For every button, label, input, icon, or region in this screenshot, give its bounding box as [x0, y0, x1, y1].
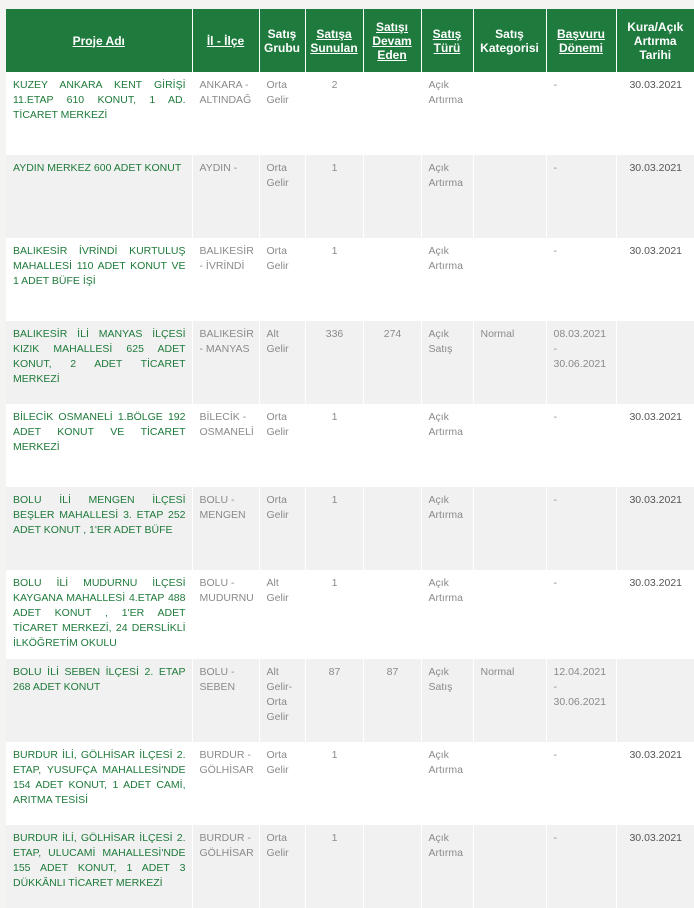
offered-count: 87	[328, 666, 341, 678]
sales-group: Alt Gelir-Orta Gelir	[266, 666, 293, 723]
auction-date: 30.03.2021	[629, 79, 683, 91]
sales-type: Açık Artırma	[428, 749, 463, 776]
sales-group: Orta Gelir	[266, 245, 289, 272]
sales-category-cell	[473, 659, 546, 742]
ongoing-count-cell	[363, 321, 421, 404]
offered-count: 1	[331, 411, 338, 423]
location-cell	[192, 404, 259, 487]
col-header-proje-adi[interactable]: Proje Adı	[6, 9, 192, 72]
sales-category: Normal	[480, 328, 515, 340]
location-cell	[192, 155, 259, 238]
application-period-cell	[546, 825, 616, 908]
location: BALIKESİR - MANYAS	[199, 328, 254, 355]
sales-type-cell	[421, 742, 473, 825]
sales-type-cell	[421, 404, 473, 487]
sales-group-cell	[259, 487, 305, 570]
project-name[interactable]: BOLU İLİ MUDURNU İLÇESİ KAYGANA MAHALLESİ 4.ETAP 488 ADET KONUT , 1'ER ADET TİCARET MERKEZİ, 24 DERSLİKLİ İLKÖĞRETİM OKULU	[13, 577, 186, 649]
sales-group-cell	[259, 742, 305, 825]
offered-count-cell	[305, 238, 363, 321]
sales-group: Orta Gelir	[266, 832, 289, 859]
offered-count: 2	[331, 79, 338, 91]
location: BOLU - MENGEN	[199, 494, 246, 521]
auction-date: 30.03.2021	[629, 411, 683, 423]
application-period: -	[553, 162, 557, 174]
table-header-row	[6, 9, 694, 72]
offered-count-cell	[305, 659, 363, 742]
sales-category-cell	[473, 570, 546, 659]
project-name-cell[interactable]	[6, 487, 192, 570]
project-name-cell[interactable]	[6, 742, 192, 825]
project-name-cell[interactable]	[6, 825, 192, 908]
offered-count-cell	[305, 487, 363, 570]
ongoing-count-cell	[363, 742, 421, 825]
project-name-cell[interactable]	[6, 155, 192, 238]
col-header-satis-kategorisi: Satış Kategorisi	[473, 9, 546, 72]
sales-category-cell	[473, 155, 546, 238]
project-name[interactable]: BURDUR İLİ, GÖLHİSAR İLÇESİ 2. ETAP, YUSUFÇA MAHALLESİ'NDE 154 ADET KONUT, 1 ADET CAMİ, ARITMA TESİSİ	[13, 749, 186, 806]
project-name-cell[interactable]	[6, 238, 192, 321]
sales-type-cell	[421, 72, 473, 155]
sales-type-cell	[421, 825, 473, 908]
sales-group: Orta Gelir	[266, 494, 289, 521]
sales-type: Açık Artırma	[428, 162, 463, 189]
sales-category: Normal	[480, 666, 515, 678]
application-period: 12.04.2021 - 30.06.2021	[553, 666, 607, 708]
location: BOLU - SEBEN	[199, 666, 236, 693]
sales-category-cell	[473, 487, 546, 570]
table-row[interactable]	[6, 825, 694, 908]
auction-date-cell	[616, 487, 694, 570]
location-cell	[192, 487, 259, 570]
sales-type-cell	[421, 570, 473, 659]
auction-date-cell	[616, 404, 694, 487]
col-header-satis-grubu: Satış Grubu	[259, 9, 305, 72]
offered-count: 336	[325, 328, 344, 340]
location: BOLU - MUDURNU	[199, 577, 254, 604]
ongoing-count-cell	[363, 570, 421, 659]
offered-count: 1	[331, 162, 338, 174]
project-name-cell[interactable]	[6, 659, 192, 742]
sales-category-cell	[473, 238, 546, 321]
offered-count: 1	[331, 245, 338, 257]
location: BİLECİK - OSMANELİ	[199, 411, 254, 438]
ongoing-count: 87	[386, 666, 399, 678]
sales-type: Açık Artırma	[428, 832, 463, 859]
sales-group: Alt Gelir	[266, 577, 289, 604]
project-table	[6, 9, 694, 908]
auction-date: 30.03.2021	[629, 577, 683, 589]
offered-count-cell	[305, 321, 363, 404]
auction-date-cell	[616, 659, 694, 742]
project-name-cell[interactable]	[6, 321, 192, 404]
table-row[interactable]	[6, 155, 694, 238]
project-name[interactable]: BALIKESİR İVRİNDİ KURTULUŞ MAHALLESİ 110 ADET KONUT VE 1 ADET BÜFE İŞİ	[13, 245, 186, 287]
sales-type-cell	[421, 321, 473, 404]
auction-date: 30.03.2021	[629, 832, 683, 844]
location: AYDIN -	[199, 162, 238, 174]
sales-type-cell	[421, 238, 473, 321]
sales-group-cell	[259, 570, 305, 659]
table-row[interactable]	[6, 570, 694, 659]
application-period-cell	[546, 742, 616, 825]
sales-group: Orta Gelir	[266, 162, 289, 189]
table-row[interactable]	[6, 404, 694, 487]
location-cell	[192, 72, 259, 155]
table-row[interactable]	[6, 72, 694, 155]
auction-date-cell	[616, 238, 694, 321]
col-header-kura-tarihi: Kura/Açık Artırma Tarihi	[616, 9, 694, 72]
auction-date: 30.03.2021	[629, 162, 683, 174]
sales-type-cell	[421, 487, 473, 570]
location: BURDUR - GÖLHİSAR	[199, 832, 254, 859]
offered-count: 1	[331, 494, 338, 506]
sales-type: Açık Artırma	[428, 494, 463, 521]
application-period: -	[553, 79, 557, 91]
location-cell	[192, 238, 259, 321]
sales-group-cell	[259, 155, 305, 238]
col-header-basvuru-donemi[interactable]: Başvuru Dönemi	[546, 9, 616, 72]
table-row[interactable]	[6, 659, 694, 742]
location: BURDUR - GÖLHİSAR	[199, 749, 254, 776]
application-period-cell	[546, 487, 616, 570]
application-period: -	[553, 577, 557, 589]
project-name[interactable]: BALIKESİR İLİ MANYAS İLÇESİ KIZIK MAHALLESİ 625 ADET KONUT, 2 ADET TİCARET MERKEZİ	[13, 328, 186, 385]
application-period: 08.03.2021 - 30.06.2021	[553, 328, 607, 370]
sales-category-cell	[473, 72, 546, 155]
auction-date: 30.03.2021	[629, 494, 683, 506]
sales-category-cell	[473, 742, 546, 825]
auction-date: 30.03.2021	[629, 749, 683, 761]
offered-count-cell	[305, 404, 363, 487]
application-period: -	[553, 832, 557, 844]
sales-group: Orta Gelir	[266, 749, 289, 776]
table-row[interactable]	[6, 487, 694, 570]
location-cell	[192, 825, 259, 908]
project-name[interactable]: BOLU İLİ SEBEN İLÇESİ 2. ETAP 268 ADET KONUT	[13, 666, 186, 693]
offered-count: 1	[331, 749, 338, 761]
offered-count: 1	[331, 577, 338, 589]
ongoing-count-cell	[363, 659, 421, 742]
application-period-cell	[546, 404, 616, 487]
sales-type: Açık Artırma	[428, 577, 463, 604]
application-period-cell	[546, 570, 616, 659]
auction-date: 30.03.2021	[629, 245, 683, 257]
sales-type: Açık Satış	[428, 666, 453, 693]
sales-type-cell	[421, 155, 473, 238]
application-period-cell	[546, 72, 616, 155]
sales-group-cell	[259, 404, 305, 487]
auction-date-cell	[616, 155, 694, 238]
table-row[interactable]	[6, 321, 694, 404]
location-cell	[192, 570, 259, 659]
project-name[interactable]: KUZEY ANKARA KENT GİRİŞİ 11.ETAP 610 KONUT, 1 AD. TİCARET MERKEZİ	[13, 79, 186, 121]
sales-group-cell	[259, 238, 305, 321]
auction-date-cell	[616, 321, 694, 404]
project-name-cell[interactable]	[6, 570, 192, 659]
ongoing-count: 274	[383, 328, 402, 340]
sales-type: Açık Artırma	[428, 79, 463, 106]
offered-count-cell	[305, 570, 363, 659]
ongoing-count-cell	[363, 404, 421, 487]
location-cell	[192, 321, 259, 404]
sales-category-cell	[473, 825, 546, 908]
application-period-cell	[546, 659, 616, 742]
col-header-satisi-devam-eden[interactable]: Satışı Devam Eden	[363, 9, 421, 72]
sales-category-cell	[473, 404, 546, 487]
auction-date-cell	[616, 742, 694, 825]
col-header-satisa-sunulan[interactable]: Satışa Sunulan	[305, 9, 363, 72]
application-period: -	[553, 494, 557, 506]
application-period-cell	[546, 155, 616, 238]
application-period-cell	[546, 321, 616, 404]
col-header-il-ilce[interactable]: İl - İlçe	[192, 9, 259, 72]
offered-count-cell	[305, 742, 363, 825]
sales-group: Orta Gelir	[266, 79, 289, 106]
ongoing-count-cell	[363, 238, 421, 321]
sales-group-cell	[259, 825, 305, 908]
col-header-satis-turu[interactable]: Satış Türü	[421, 9, 473, 72]
sales-type: Açık Satış	[428, 328, 453, 355]
application-period-cell	[546, 238, 616, 321]
project-name-cell[interactable]	[6, 72, 192, 155]
project-name[interactable]: BİLECİK OSMANELİ 1.BÖLGE 192 ADET KONUT VE TİCARET MERKEZİ	[13, 411, 186, 453]
sales-type: Açık Artırma	[428, 411, 463, 438]
location-cell	[192, 659, 259, 742]
application-period: -	[553, 245, 557, 257]
sales-type-cell	[421, 659, 473, 742]
ongoing-count-cell	[363, 72, 421, 155]
table-row[interactable]	[6, 238, 694, 321]
auction-date-cell	[616, 570, 694, 659]
sales-type: Açık Artırma	[428, 245, 463, 272]
sales-group: Orta Gelir	[266, 411, 289, 438]
offered-count-cell	[305, 825, 363, 908]
offered-count-cell	[305, 155, 363, 238]
location: ANKARA - ALTINDAĞ	[199, 79, 252, 106]
sales-category-cell	[473, 321, 546, 404]
ongoing-count-cell	[363, 487, 421, 570]
ongoing-count-cell	[363, 155, 421, 238]
sales-group-cell	[259, 321, 305, 404]
location-cell	[192, 742, 259, 825]
application-period: -	[553, 411, 557, 423]
application-period: -	[553, 749, 557, 761]
sales-group-cell	[259, 659, 305, 742]
project-name[interactable]: AYDIN MERKEZ 600 ADET KONUT	[13, 162, 182, 174]
offered-count-cell	[305, 72, 363, 155]
sales-group: Alt Gelir	[266, 328, 289, 355]
offered-count: 1	[331, 832, 338, 844]
project-name[interactable]: BOLU İLİ MENGEN İLÇESİ BEŞLER MAHALLESİ 3. ETAP 252 ADET KONUT , 1'ER ADET BÜFE	[13, 494, 186, 536]
table-row[interactable]	[6, 742, 694, 825]
auction-date-cell	[616, 72, 694, 155]
project-table-container	[6, 9, 694, 908]
sales-group-cell	[259, 72, 305, 155]
auction-date-cell	[616, 825, 694, 908]
location: BALIKESİR - İVRİNDİ	[199, 245, 254, 272]
project-name-cell[interactable]	[6, 404, 192, 487]
ongoing-count-cell	[363, 825, 421, 908]
project-name[interactable]: BURDUR İLİ, GÖLHİSAR İLÇESİ 2. ETAP, ULUCAMİ MAHALLESİ'NDE 155 ADET KONUT, 1 ADET 3 DÜKKÂNLI TİCARET MERKEZİ	[13, 832, 186, 889]
